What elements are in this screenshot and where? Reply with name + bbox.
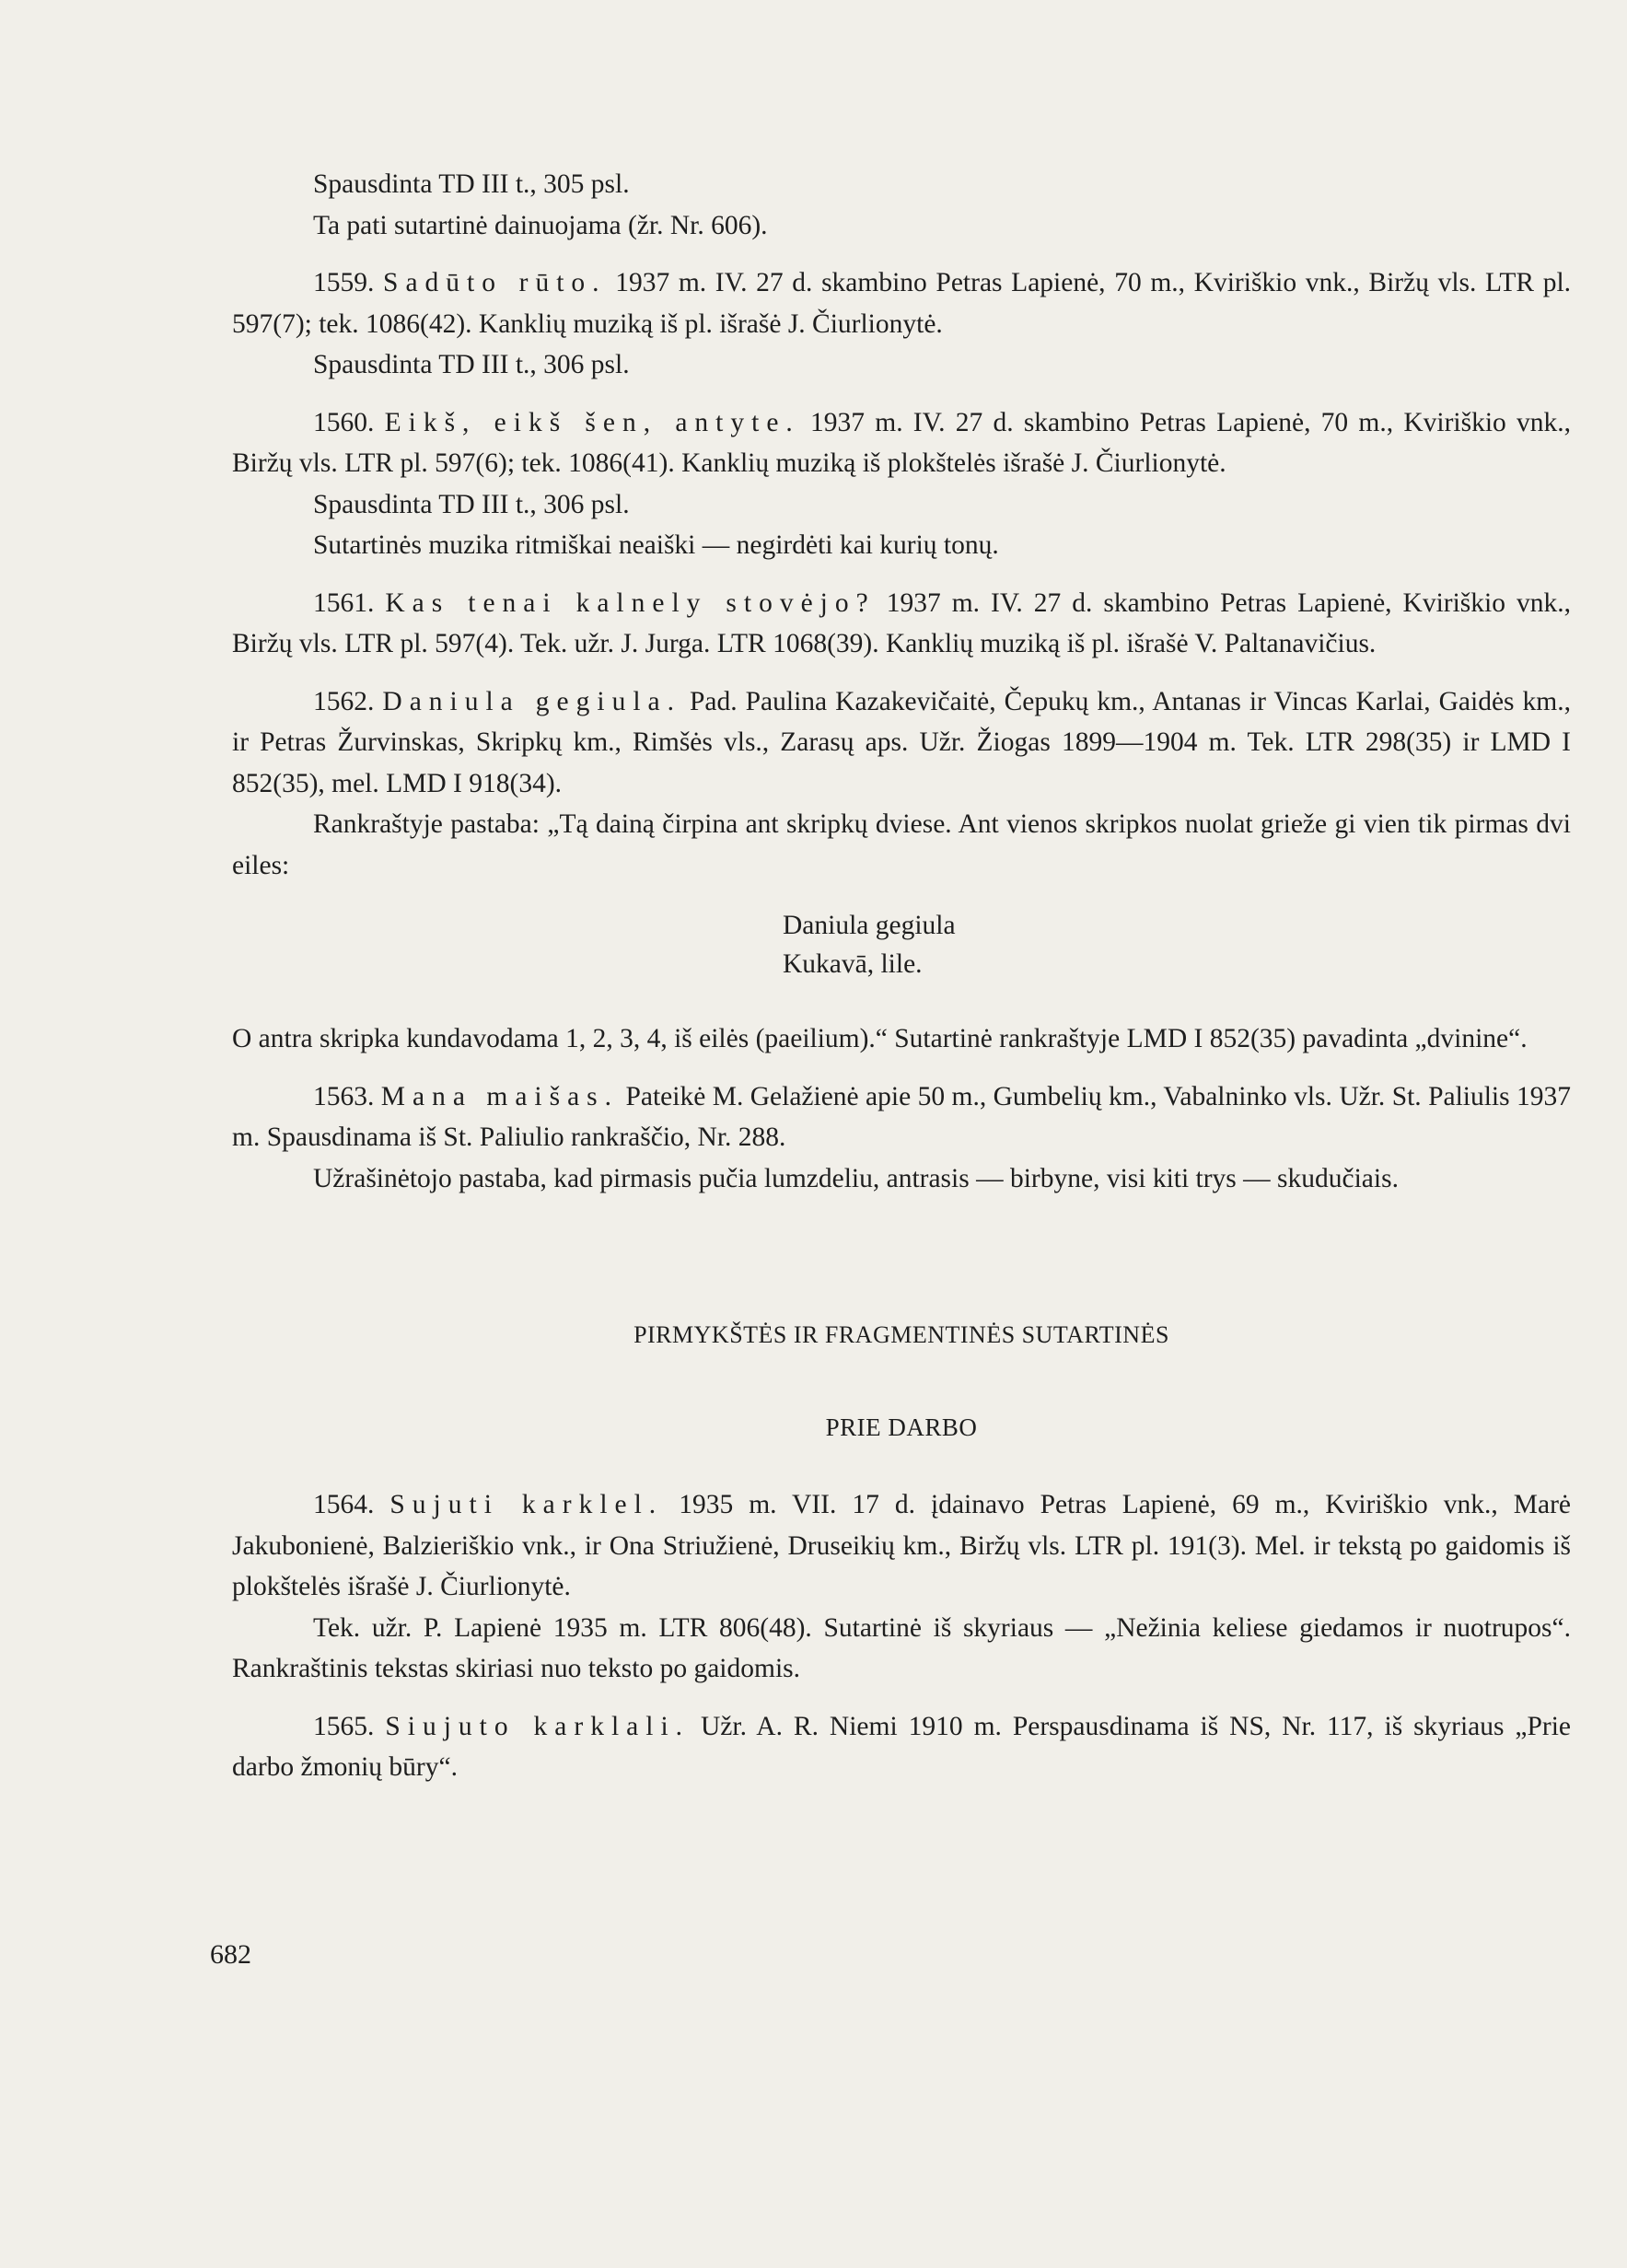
verse-line: Kukavā, lile. (783, 949, 923, 979)
entry-1559 (232, 262, 1571, 386)
paragraph: Ta pati sutartinė dainuojama (žr. Nr. 606). (313, 210, 768, 240)
entry-text: 1937 m. IV. 27 d. skambino Petras Lapienė, Kviriškio vnk., Biržų vls. LTR pl. 597(4). Tek. užr. J. Jurga. LTR 1068(39). Kanklių muziką iš pl. išrašė V. Paltanavičius. (232, 587, 1571, 658)
section-title: PIRMYKŠTĖS IR FRAGMENTINĖS SUTARTINĖS (633, 1321, 1169, 1348)
paragraph: O antra skripka kundavodama 1, 2, 3, 4, iš eilės (paeilium).“ Sutartinė rankraštyje LMD I 852(35) pavadinta „dvinine“. (232, 1024, 1528, 1053)
entry-title: Sujuti karklel. (389, 1490, 664, 1519)
entry-continuation (232, 164, 1571, 246)
entry-1560 (232, 402, 1571, 566)
entry-title: Eikš, eikš šen, antyte. (384, 407, 800, 437)
entry-1563 (232, 1076, 1571, 1200)
paragraph: Spausdinta TD III t., 306 psl. (313, 350, 630, 379)
entry-number: 1560. (313, 407, 375, 437)
entry-1561 (232, 583, 1571, 665)
verse-line: Daniula gegiula (783, 911, 956, 940)
entry-text: 1935 m. VII. 17 d. įdainavo Petras Lapienė, 69 m., Kviriškio vnk., Marė Jakubonienė, Balzieriškio vnk., ir Ona Striužienė, Druseikių km., Biržų vls. LTR pl. 191(3). Mel. ir tekstą po gaidomis iš plokštelės išrašė J. Čiurlionytė. (232, 1490, 1572, 1601)
entry-paragraph (232, 681, 1571, 805)
entry-number: 1564. (313, 1490, 375, 1519)
sub-title: PRIE DARBO (825, 1413, 978, 1441)
entry-number: 1559. (313, 268, 375, 297)
entry-number: 1565. (313, 1711, 375, 1741)
entry-paragraph (232, 1484, 1571, 1608)
entry-number: 1562. (313, 686, 375, 716)
paragraph: Spausdinta TD III t., 305 psl. (313, 169, 630, 199)
paragraph: Rankraštyje pastaba: „Tą dainą čirpina ant skripkų dviese. Ant vienos skripkos nuolat grieže gi vien tik pirmas dvi eiles: (232, 809, 1571, 880)
entry-text: Pad. Paulina Kazakevičaitė, Čepukų km., Antanas ir Vincas Karlai, Gaidės km., ir Petras Žurvinskas, Skripkų km., Rimšės vls., Zarasų aps. Užr. Žiogas 1899—1904 m. Tek. LTR 298(35) ir LMD I 852(35), mel. LMD I 918(34). (232, 686, 1572, 798)
entry-number: 1563. (313, 1081, 375, 1111)
page-number: 682 (210, 1939, 251, 1970)
entry-text: 1937 m. IV. 27 d. skambino Petras Lapienė, 70 m., Kviriškio vnk., Biržų vls. LTR pl. 597(6); tek. 1086(41). Kanklių muziką iš plokštelės išrašė J. Čiurlionytė. (232, 407, 1572, 478)
entry-title: Sadūto rūto. (383, 268, 607, 297)
entry-text: 1937 m. IV. 27 d. skambino Petras Lapienė, 70 m., Kviriškio vnk., Biržų vls. LTR pl. 597(7); tek. 1086(42). Kanklių muziką iš pl. išrašė J. Čiurlionytė. (232, 268, 1572, 339)
entry-1562 (232, 681, 1571, 1060)
entry-title: Mana maišas. (380, 1081, 620, 1111)
entry-1565 (232, 1706, 1571, 1788)
entry-paragraph (232, 262, 1571, 344)
entry-paragraph (232, 402, 1571, 484)
entry-text: Pateikė M. Gelažienė apie 50 m., Gumbelių km., Vabalninko vls. Užr. St. Paliulis 1937 m. Spausdinama iš St. Paliulio rankraščio, Nr. 288. (232, 1081, 1572, 1152)
entry-paragraph (232, 583, 1571, 665)
paragraph: Užrašinėtojo pastaba, kad pirmasis pučia lumzdeliu, antrasis — birbyne, visi kiti trys — skudučiais. (313, 1163, 1399, 1193)
paragraph: Tek. užr. P. Lapienė 1935 m. LTR 806(48). Sutartinė iš skyriaus — „Nežinia keliese giedamos ir nuotrupos“. Rankraštinis tekstas skiriasi nuo teksto po gaidomis. (232, 1612, 1571, 1683)
page-body (232, 164, 1571, 1805)
paragraph: Sutartinės muzika ritmiškai neaiški — negirdėti kai kurių tonų. (313, 530, 999, 560)
entry-title: Siujuto karklali. (385, 1711, 691, 1741)
paragraph: Spausdinta TD III t., 306 psl. (313, 489, 630, 519)
entry-number: 1561. (313, 587, 375, 618)
entry-paragraph (232, 1706, 1571, 1788)
entry-text: Užr. A. R. Niemi 1910 m. Perspausdinama iš NS, Nr. 117, iš skyriaus „Prie darbo žmonių būry“. (232, 1711, 1572, 1782)
entry-paragraph (232, 1076, 1571, 1158)
entry-title: Kas tenai kalnely stovėjo? (385, 587, 876, 618)
verse-block (232, 906, 1571, 983)
entry-title: Daniula gegiula. (382, 686, 681, 716)
entry-1564 (232, 1484, 1571, 1690)
